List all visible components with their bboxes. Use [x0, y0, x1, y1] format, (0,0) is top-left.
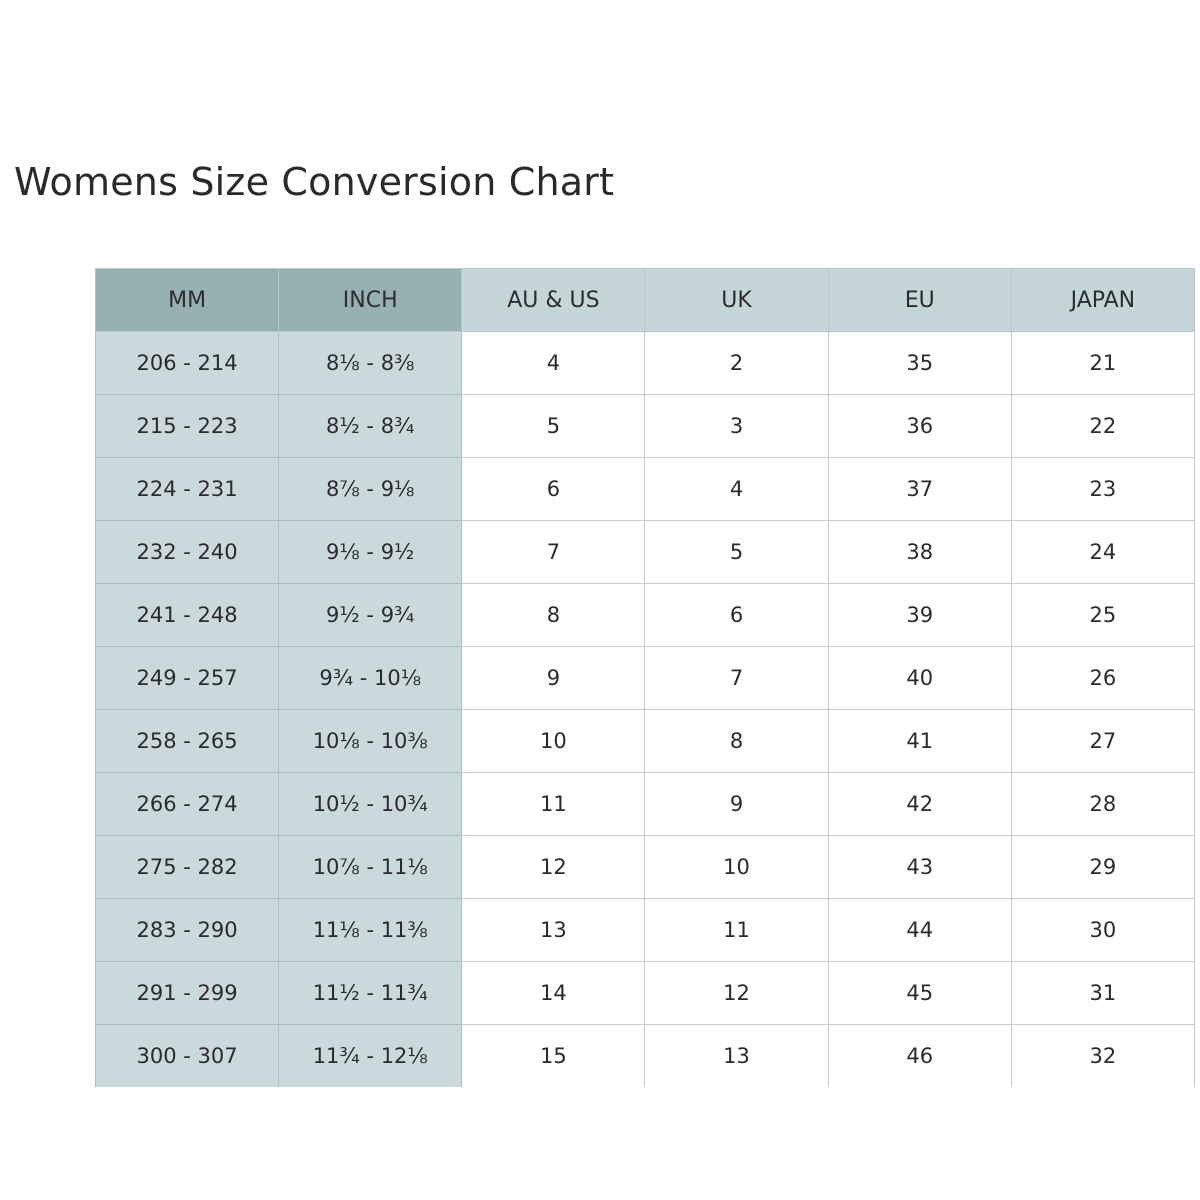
cell-mm: 266 - 274 — [96, 773, 279, 836]
cell-au-us: 4 — [462, 332, 645, 395]
table-row — [96, 458, 1195, 521]
table-row — [96, 773, 1195, 836]
cell-japan: 21 — [1011, 332, 1194, 395]
cell-inch: 9⅛ - 9½ — [279, 521, 462, 584]
cell-mm: 291 - 299 — [96, 962, 279, 1025]
cell-uk: 10 — [645, 836, 828, 899]
cell-uk: 5 — [645, 521, 828, 584]
header-inch: INCH — [279, 269, 462, 332]
header-eu: EU — [828, 269, 1011, 332]
cell-uk: 7 — [645, 647, 828, 710]
cell-inch: 8⅞ - 9⅛ — [279, 458, 462, 521]
cell-au-us: 9 — [462, 647, 645, 710]
cell-au-us: 15 — [462, 1025, 645, 1088]
cell-au-us: 10 — [462, 710, 645, 773]
cell-uk: 3 — [645, 395, 828, 458]
cell-eu: 43 — [828, 836, 1011, 899]
cell-eu: 37 — [828, 458, 1011, 521]
cell-eu: 42 — [828, 773, 1011, 836]
cell-mm: 215 - 223 — [96, 395, 279, 458]
cell-eu: 39 — [828, 584, 1011, 647]
page-title: Womens Size Conversion Chart — [14, 160, 615, 204]
header-japan: JAPAN — [1011, 269, 1194, 332]
table-row — [96, 962, 1195, 1025]
cell-mm: 241 - 248 — [96, 584, 279, 647]
cell-eu: 45 — [828, 962, 1011, 1025]
cell-au-us: 8 — [462, 584, 645, 647]
cell-mm: 249 - 257 — [96, 647, 279, 710]
cell-uk: 9 — [645, 773, 828, 836]
cell-inch: 10⅛ - 10⅜ — [279, 710, 462, 773]
cell-inch: 8⅛ - 8⅜ — [279, 332, 462, 395]
cell-au-us: 5 — [462, 395, 645, 458]
table-row — [96, 836, 1195, 899]
cell-japan: 32 — [1011, 1025, 1194, 1088]
cell-eu: 38 — [828, 521, 1011, 584]
cell-inch: 9¾ - 10⅛ — [279, 647, 462, 710]
cell-japan: 25 — [1011, 584, 1194, 647]
table-row — [96, 710, 1195, 773]
cell-japan: 30 — [1011, 899, 1194, 962]
cell-mm: 283 - 290 — [96, 899, 279, 962]
cell-japan: 22 — [1011, 395, 1194, 458]
table-row — [96, 332, 1195, 395]
cell-au-us: 7 — [462, 521, 645, 584]
size-conversion-table — [95, 268, 1195, 1087]
cell-inch: 9½ - 9¾ — [279, 584, 462, 647]
cell-japan: 28 — [1011, 773, 1194, 836]
cell-uk: 12 — [645, 962, 828, 1025]
table-row — [96, 395, 1195, 458]
cell-inch: 11½ - 11¾ — [279, 962, 462, 1025]
cell-japan: 26 — [1011, 647, 1194, 710]
cell-au-us: 13 — [462, 899, 645, 962]
cell-inch: 11¾ - 12⅛ — [279, 1025, 462, 1088]
cell-inch: 10⅞ - 11⅛ — [279, 836, 462, 899]
cell-japan: 23 — [1011, 458, 1194, 521]
table-row — [96, 1025, 1195, 1088]
table-header-row — [96, 269, 1195, 332]
table-row — [96, 584, 1195, 647]
cell-uk: 13 — [645, 1025, 828, 1088]
cell-mm: 206 - 214 — [96, 332, 279, 395]
cell-uk: 4 — [645, 458, 828, 521]
cell-uk: 11 — [645, 899, 828, 962]
table-row — [96, 647, 1195, 710]
cell-au-us: 14 — [462, 962, 645, 1025]
cell-au-us: 6 — [462, 458, 645, 521]
cell-eu: 35 — [828, 332, 1011, 395]
cell-eu: 41 — [828, 710, 1011, 773]
cell-eu: 46 — [828, 1025, 1011, 1088]
cell-inch: 10½ - 10¾ — [279, 773, 462, 836]
cell-japan: 29 — [1011, 836, 1194, 899]
cell-eu: 36 — [828, 395, 1011, 458]
cell-uk: 6 — [645, 584, 828, 647]
cell-au-us: 12 — [462, 836, 645, 899]
cell-uk: 2 — [645, 332, 828, 395]
cell-eu: 40 — [828, 647, 1011, 710]
cell-japan: 27 — [1011, 710, 1194, 773]
cell-au-us: 11 — [462, 773, 645, 836]
cell-mm: 258 - 265 — [96, 710, 279, 773]
table-row — [96, 899, 1195, 962]
cell-uk: 8 — [645, 710, 828, 773]
header-mm: MM — [96, 269, 279, 332]
cell-mm: 275 - 282 — [96, 836, 279, 899]
cell-eu: 44 — [828, 899, 1011, 962]
cell-mm: 300 - 307 — [96, 1025, 279, 1088]
cell-mm: 232 - 240 — [96, 521, 279, 584]
header-uk: UK — [645, 269, 828, 332]
cell-japan: 24 — [1011, 521, 1194, 584]
table-row — [96, 521, 1195, 584]
cell-inch: 8½ - 8¾ — [279, 395, 462, 458]
header-au-us: AU & US — [462, 269, 645, 332]
cell-inch: 11⅛ - 11⅜ — [279, 899, 462, 962]
cell-japan: 31 — [1011, 962, 1194, 1025]
cell-mm: 224 - 231 — [96, 458, 279, 521]
